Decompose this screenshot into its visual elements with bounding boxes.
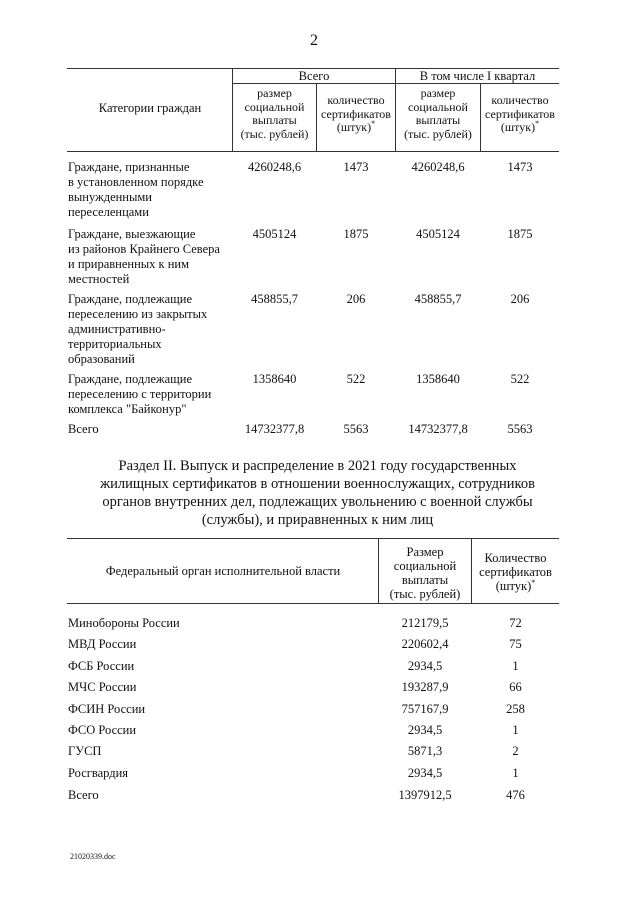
table2-top-rule xyxy=(67,538,559,539)
table2-cell-payment: 1397912,5 xyxy=(398,788,452,802)
table1-cell-total-payment: 4260248,6 xyxy=(247,160,302,174)
section-2-title: Раздел II. Выпуск и распределение в 2021 году государственных жилищных сертификатов в отношении военнослужащих, сотрудников органов внутренних дел, подлежащих увольнению с военной службы (службы), и приравненных к ним лиц xyxy=(100,458,535,528)
table1-cell-q1-count: 1875 xyxy=(507,227,533,241)
table1-header-category: Категории граждан xyxy=(98,101,202,115)
table1-header-total: Всего xyxy=(298,69,330,83)
table1-cell-total-payment: 458855,7 xyxy=(251,292,298,306)
table2-row-org: МВД России xyxy=(68,637,137,651)
table1-row-category: Граждане, признанные в установленном порядке вынужденными переселенцами xyxy=(68,160,204,219)
table1-cell-total-count: 206 xyxy=(346,292,366,306)
table2-cell-count: 476 xyxy=(506,788,525,802)
table2-header-bottom-rule xyxy=(67,603,559,604)
table1-row-category: Граждане, подлежащие переселению из закрытых административно- территориальных образований xyxy=(68,292,208,366)
table2-cell-count: 66 xyxy=(509,680,522,694)
table1-header-bottom-rule xyxy=(67,151,559,152)
table1-cell-q1-count: 5563 xyxy=(507,422,533,436)
table2-row-org: МЧС России xyxy=(68,680,137,694)
table2-cell-count: 72 xyxy=(509,616,522,630)
table2-cell-payment: 2934,5 xyxy=(407,766,443,780)
table2-cell-count: 258 xyxy=(506,702,525,716)
table2-row-org: Росгвардия xyxy=(68,766,129,780)
table1-cell-q1-count: 206 xyxy=(510,292,530,306)
table1-header-total-payment: размер социальной выплаты (тыс. рублей) xyxy=(240,86,309,141)
table2-row-org: ФСО России xyxy=(68,723,137,737)
table1-cell-q1-count: 522 xyxy=(510,372,530,386)
table1-cell-total-count: 1875 xyxy=(343,227,369,241)
table1-row-category: Граждане, выезжающие из районов Крайнего Севера и приравненных к ним местностей xyxy=(68,227,220,286)
table2-row-org: Минобороны России xyxy=(68,616,180,630)
table2-cell-count: 1 xyxy=(512,723,519,737)
table2-cell-count: 1 xyxy=(512,659,519,673)
table1-cell-total-count: 1473 xyxy=(343,160,369,174)
table1-cell-total-payment: 4505124 xyxy=(252,227,297,241)
table2-header-org: Федеральный орган исполнительной власти xyxy=(105,564,341,578)
table2-cell-payment: 2934,5 xyxy=(407,659,443,673)
table2-cell-payment: 212179,5 xyxy=(401,616,449,630)
table1-cell-q1-payment: 458855,7 xyxy=(414,292,462,306)
table1-cell-q1-payment: 1358640 xyxy=(416,372,460,386)
table1-header-q1: В том числе I квартал xyxy=(419,69,536,83)
table1-cell-total-count: 522 xyxy=(346,372,366,386)
table1-row-category: Граждане, подлежащие переселению с территории комплекса "Байконур" xyxy=(68,372,212,416)
table2-row-org: ФСИН России xyxy=(68,702,146,716)
table1-cell-q1-payment: 14732377,8 xyxy=(408,422,468,436)
table1-header-total-count: количество сертификатов (штук)* xyxy=(321,93,391,134)
page-number: 2 xyxy=(310,32,318,49)
table1-cell-total-payment: 14732377,8 xyxy=(244,422,305,436)
table1-cell-q1-count: 1473 xyxy=(507,160,533,174)
table2-cell-payment: 5871,3 xyxy=(407,744,443,758)
table2-cell-payment: 220602,4 xyxy=(401,637,449,651)
table2-row-org: ГУСП xyxy=(68,744,102,758)
table1-cell-total-count: 5563 xyxy=(343,422,369,436)
table2-cell-payment: 2934,5 xyxy=(407,723,443,737)
table2-header-payment: Размер социальной выплаты (тыс. рублей) xyxy=(389,545,461,601)
table2-row-org: ФСБ России xyxy=(68,659,135,673)
table2-cell-count: 1 xyxy=(512,766,519,780)
table1-row-category: Всего xyxy=(68,422,99,436)
table1-header-q1-payment: размер социальной выплаты (тыс. рублей) xyxy=(404,86,472,141)
table1-cell-total-payment: 1358640 xyxy=(252,372,297,386)
table2-header-count: Количество сертификатов (штук)* xyxy=(479,551,552,593)
table1-cell-q1-payment: 4260248,6 xyxy=(411,160,465,174)
table1-cell-q1-payment: 4505124 xyxy=(416,227,460,241)
table2-row-org: Всего xyxy=(68,788,99,802)
table2-cell-payment: 193287,9 xyxy=(401,680,449,694)
table2-cell-payment: 757167,9 xyxy=(401,702,449,716)
table2-cell-count: 75 xyxy=(509,637,522,651)
footer-doc-id: 21020339.doc xyxy=(70,852,116,861)
table1-header-q1-count: количество сертификатов (штук)* xyxy=(485,93,555,134)
table2-cell-count: 2 xyxy=(512,744,519,758)
